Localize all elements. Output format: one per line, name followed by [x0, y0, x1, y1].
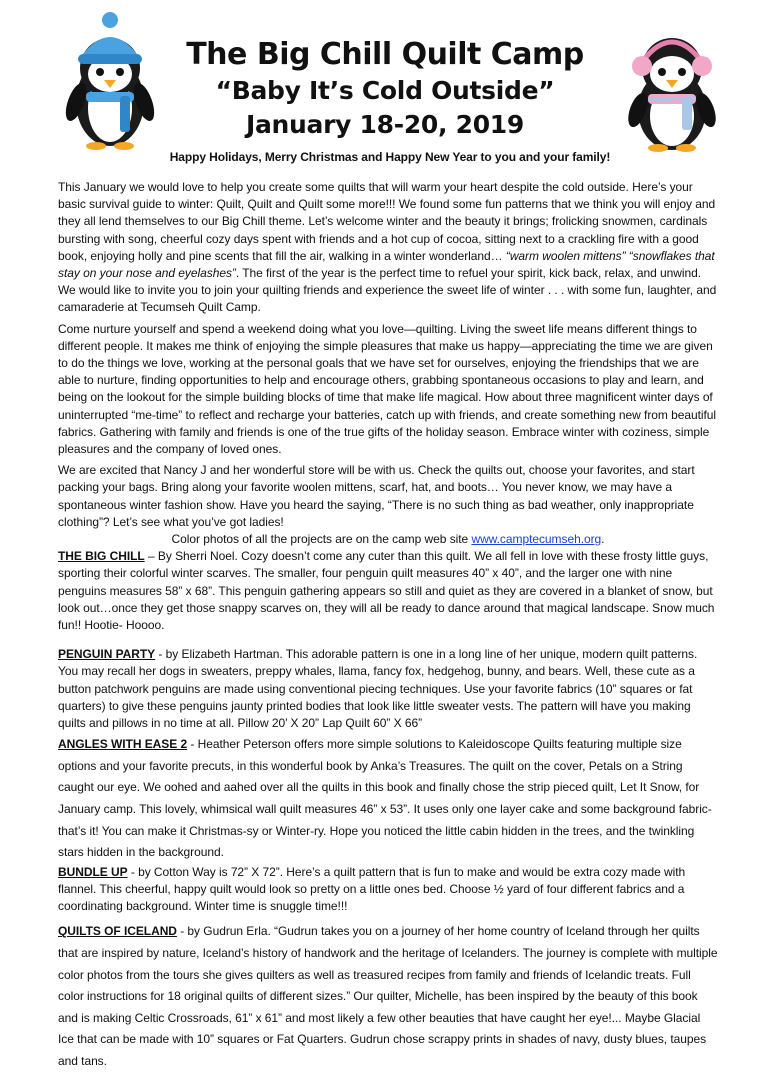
pattern-angles-with-ease	[58, 734, 718, 864]
pattern-desc: – By Sherri Noel. Cozy doesn’t come any cuter than this quilt. We all fell in love with these frosty little guys, sporting their colorful winter scarves. The smaller, four penguin quilt measures 40” x 40”, and the larger one with nine penguins measures 58” x 68”. This penguin gathering appears so still and quiet as they are covered in a blanket of snow, but look out…once they get those snappy scarves on, they will all be ready to dance around that magical landscape. Snow much fun!! Hootie- Hoooo.	[58, 549, 715, 633]
pattern-desc: - by Cotton Way is 72” X 72”. Here’s a quilt pattern that is fun to make and would be extra cozy made with flannel. This cheerful, happy quilt would look so pretty on a little ones bed. Choose ½ yard of four different fabrics and a coordinating background. Winter time is snuggle time!!!	[58, 864, 686, 914]
pattern-penguin-party	[58, 646, 718, 732]
pattern-bundle-up	[58, 864, 718, 916]
title-block	[150, 36, 620, 142]
pattern-title: THE BIG CHILL	[58, 549, 145, 564]
pattern-desc: - by Elizabeth Hartman. This adorable pattern is one in a long line of her unique, modern quilt patterns. You may recall her dogs in sweaters, preppy whales, llama, fancy fox, hedgehog, bunny, and bears. Well, these cute as a button patchwork penguins are made using conventional piecing techniques. Use your favorite fabrics (10” squares or fat quarters) to give these penguins jaunty printed bodies that look like little sweater vests. The pattern will have you making quilts and pillows in no time at all. Pillow 20’ X 20” Lap Quilt 60” X 66”	[58, 647, 698, 731]
pattern-title: PENGUIN PARTY	[58, 647, 156, 662]
pattern-quilts-of-iceland	[58, 921, 718, 1072]
intro-text: This January we would love to help you create some quilts that will warm your heart despite the cold outside. Here’s your basic survival guide to winter: Quilt, Quilt and Quilt some more!!! We found some fun patterns that we think you will enjoy and they all lend themselves to our Big Chill theme. Let’s welcome winter and the beauty it brings; frolicking snowmen, cardinals bursting with song, cheerful cozy days spent with friends and a hot cup of cocoa, sitting next to a crackling fire with a good book, enjoying holly and pine scents that fill the air, walking in a winter wonderland…	[58, 180, 716, 263]
photos-end: .	[601, 532, 605, 547]
holiday-greeting: Happy Holidays, Merry Christmas and Happy New Year to you and your family!	[169, 150, 611, 164]
penguin-blue-hat-icon	[62, 10, 158, 152]
pattern-title: ANGLES WITH EASE 2	[58, 737, 188, 752]
page-title: The Big Chill Quilt Camp	[186, 37, 584, 72]
store-paragraph: We are excited that Nancy J and her wonderful store will be with us. Check the quilts out, choose your favorites, and start packing your bags. Bring along your favorite woolen mittens, scarf, hat, and boots… You never know, we may have a spontaneous winter fashion show. Have you heard the saying, “There is no such thing as bad weather, only inappropriate clothing”? Let’s see what you’ve got ladies!	[58, 463, 695, 529]
photos-text: Color photos of all the projects are on the camp web site	[171, 532, 472, 547]
pattern-title: QUILTS OF ICELAND	[58, 924, 177, 939]
pattern-title: BUNDLE UP	[58, 864, 128, 879]
event-dates: January 18-20, 2019	[245, 110, 524, 139]
penguin-pink-earmuffs-icon	[622, 22, 722, 154]
intro-paragraph	[58, 179, 718, 317]
photos-line	[58, 531, 718, 548]
camp-website-link[interactable]: www.camptecumseh.org	[471, 532, 602, 547]
body-content	[58, 179, 718, 1077]
pattern-big-chill	[58, 548, 718, 634]
pattern-desc: - Heather Peterson offers more simple solutions to Kaleidoscope Quilts featuring multiple size options and your favorite precuts, in this wonderful book by Anka’s Treasures. The quilt on the cover, Petals on a String caught our eye. We oohed and aahed over all the quilts in this book and finally chose the strip pieced quilt, Let It Snow, for January camp. This lovely, whimsical wall quilt measures 46” x 53”. It uses only one layer cake and some background fabric- that’s it! You can make it Christmas-sy or Winter-ry. Hope you noticed the little cabin hidden in the trees, and the twinkling stars hidden in the background.	[58, 737, 712, 860]
nurture-paragraph: Come nurture yourself and spend a weekend doing what you love—quilting. Living the sweet life means different things to different people. It makes me think of enjoying the simple pleasures that make us happy—appreciating the time we are given to do the things we love, working at the personal goals that we have set for ourselves, enjoying the friendships that we are able to nurture, finding opportunities to help and encourage others, grabbing spontaneous occasions to play and learn, and being on the lookout for the simple building blocks of time that make life magical. How about three magnificent winter days of uninterrupted “me-time” to reflect and recharge your batteries, catch up with friends, and create something new from beautiful fabrics. Gathering with family and friends is one of the true gifts of the holiday season. Embrace winter with coziness, simple pleasures and the company of loved ones.	[58, 321, 717, 457]
intro-italic-quote: “warm woolen mittens” “snowflakes that stay on your nose and eyelashes”	[58, 248, 715, 281]
pattern-desc: - by Gudrun Erla. “Gudrun takes you on a journey of her home country of Iceland through her quilts that are inspired by nature, Iceland’s history of handwork and the heritage of Icelanders. The journey is complete with multiple color photos from the tours she gives quilters as well as treasured recipes from family and friends of Icelandic treats. Full color instructions for 18 original quilts of different sizes.” Our quilter, Michelle, has been inspired by the beauty of this book and is making Celtic Crossroads, 61” x 61” and most likely a few other beauties that have caught her eye!... Maybe Glacial Ice that can be made with 10” squares or Fat Quarters. Gudrun chose scrappy prints in shades of navy, dusty blues, taupes and tans.	[58, 924, 718, 1069]
page-subtitle: “Baby It’s Cold Outside”	[215, 76, 555, 105]
intro-text-tail: . The first of the year is the perfect time to refuel your spirit, kick back, relax, and unwind. We would like to invite you to join your quilting friends and experience the sweet life of winter . . . with some fun, laughter, and camaraderie at Tecumseh Quilt Camp.	[58, 266, 717, 315]
header	[0, 0, 770, 175]
